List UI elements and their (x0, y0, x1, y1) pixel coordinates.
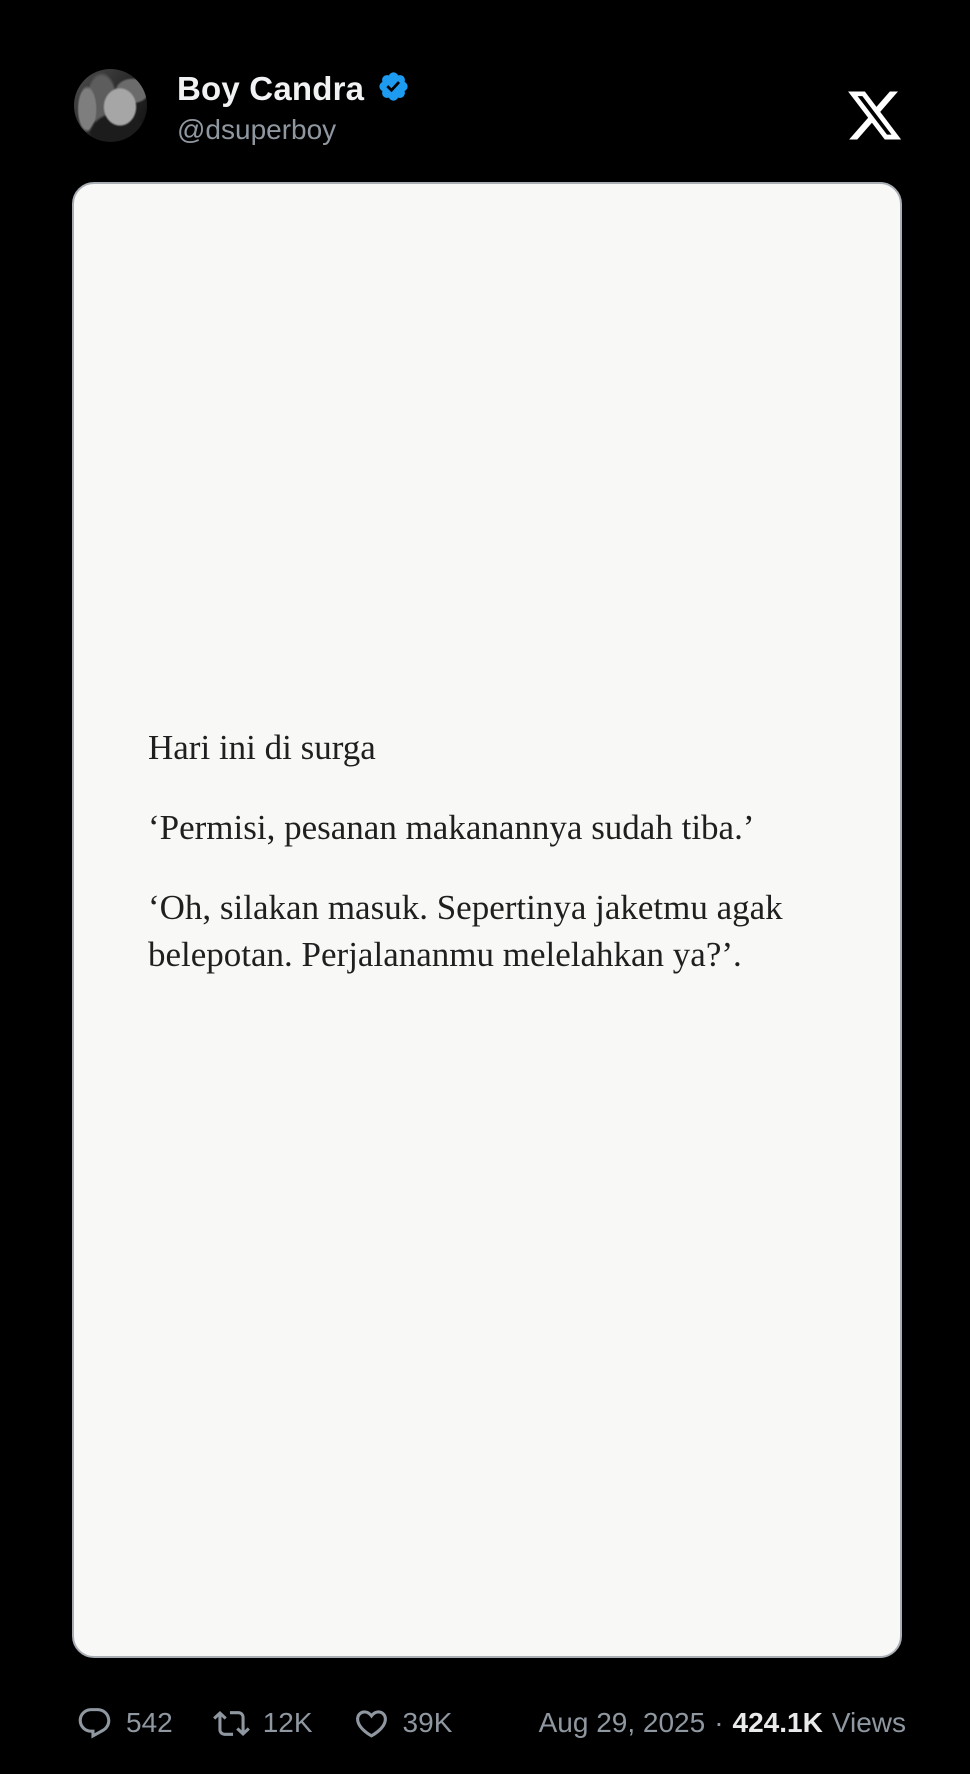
x-logo-icon[interactable] (845, 86, 904, 145)
heart-icon (353, 1705, 390, 1742)
verified-badge-icon (377, 70, 410, 108)
author-identity (177, 69, 410, 146)
views-label: Views (831, 1707, 906, 1738)
meta-separator: · (714, 1707, 724, 1738)
engagement-bar (76, 1697, 906, 1749)
reply-icon (76, 1705, 113, 1742)
quote-image-card[interactable] (72, 182, 902, 1658)
reply-button[interactable] (76, 1705, 173, 1742)
quote-paragraph-2: ‘Permisi, pesanan makanannya sudah tiba.’ (148, 807, 755, 847)
like-count: 39K (402, 1707, 453, 1738)
like-button[interactable] (353, 1705, 453, 1742)
post-meta (539, 1707, 906, 1739)
quote-paragraph-1: Hari ini di surga (148, 728, 376, 767)
author-display-name[interactable]: Boy Candra (177, 69, 365, 107)
author-name-row (177, 70, 410, 108)
repost-icon (213, 1705, 250, 1742)
repost-button[interactable] (213, 1705, 313, 1742)
post-header (74, 69, 904, 146)
post-date[interactable]: Aug 29, 2025 (538, 1707, 706, 1738)
avatar[interactable] (74, 69, 147, 142)
quote-text-block (148, 725, 852, 979)
quote-paragraph-3: ‘Oh, silakan masuk. Sepertinya jaketmu agak belepotan. Perjalananmu melelahkan ya?’. (148, 887, 783, 974)
views-count: 424.1K (732, 1707, 823, 1738)
reply-count: 542 (126, 1707, 173, 1738)
author-handle[interactable]: @dsuperboy (177, 114, 337, 145)
repost-count: 12K (262, 1707, 313, 1738)
